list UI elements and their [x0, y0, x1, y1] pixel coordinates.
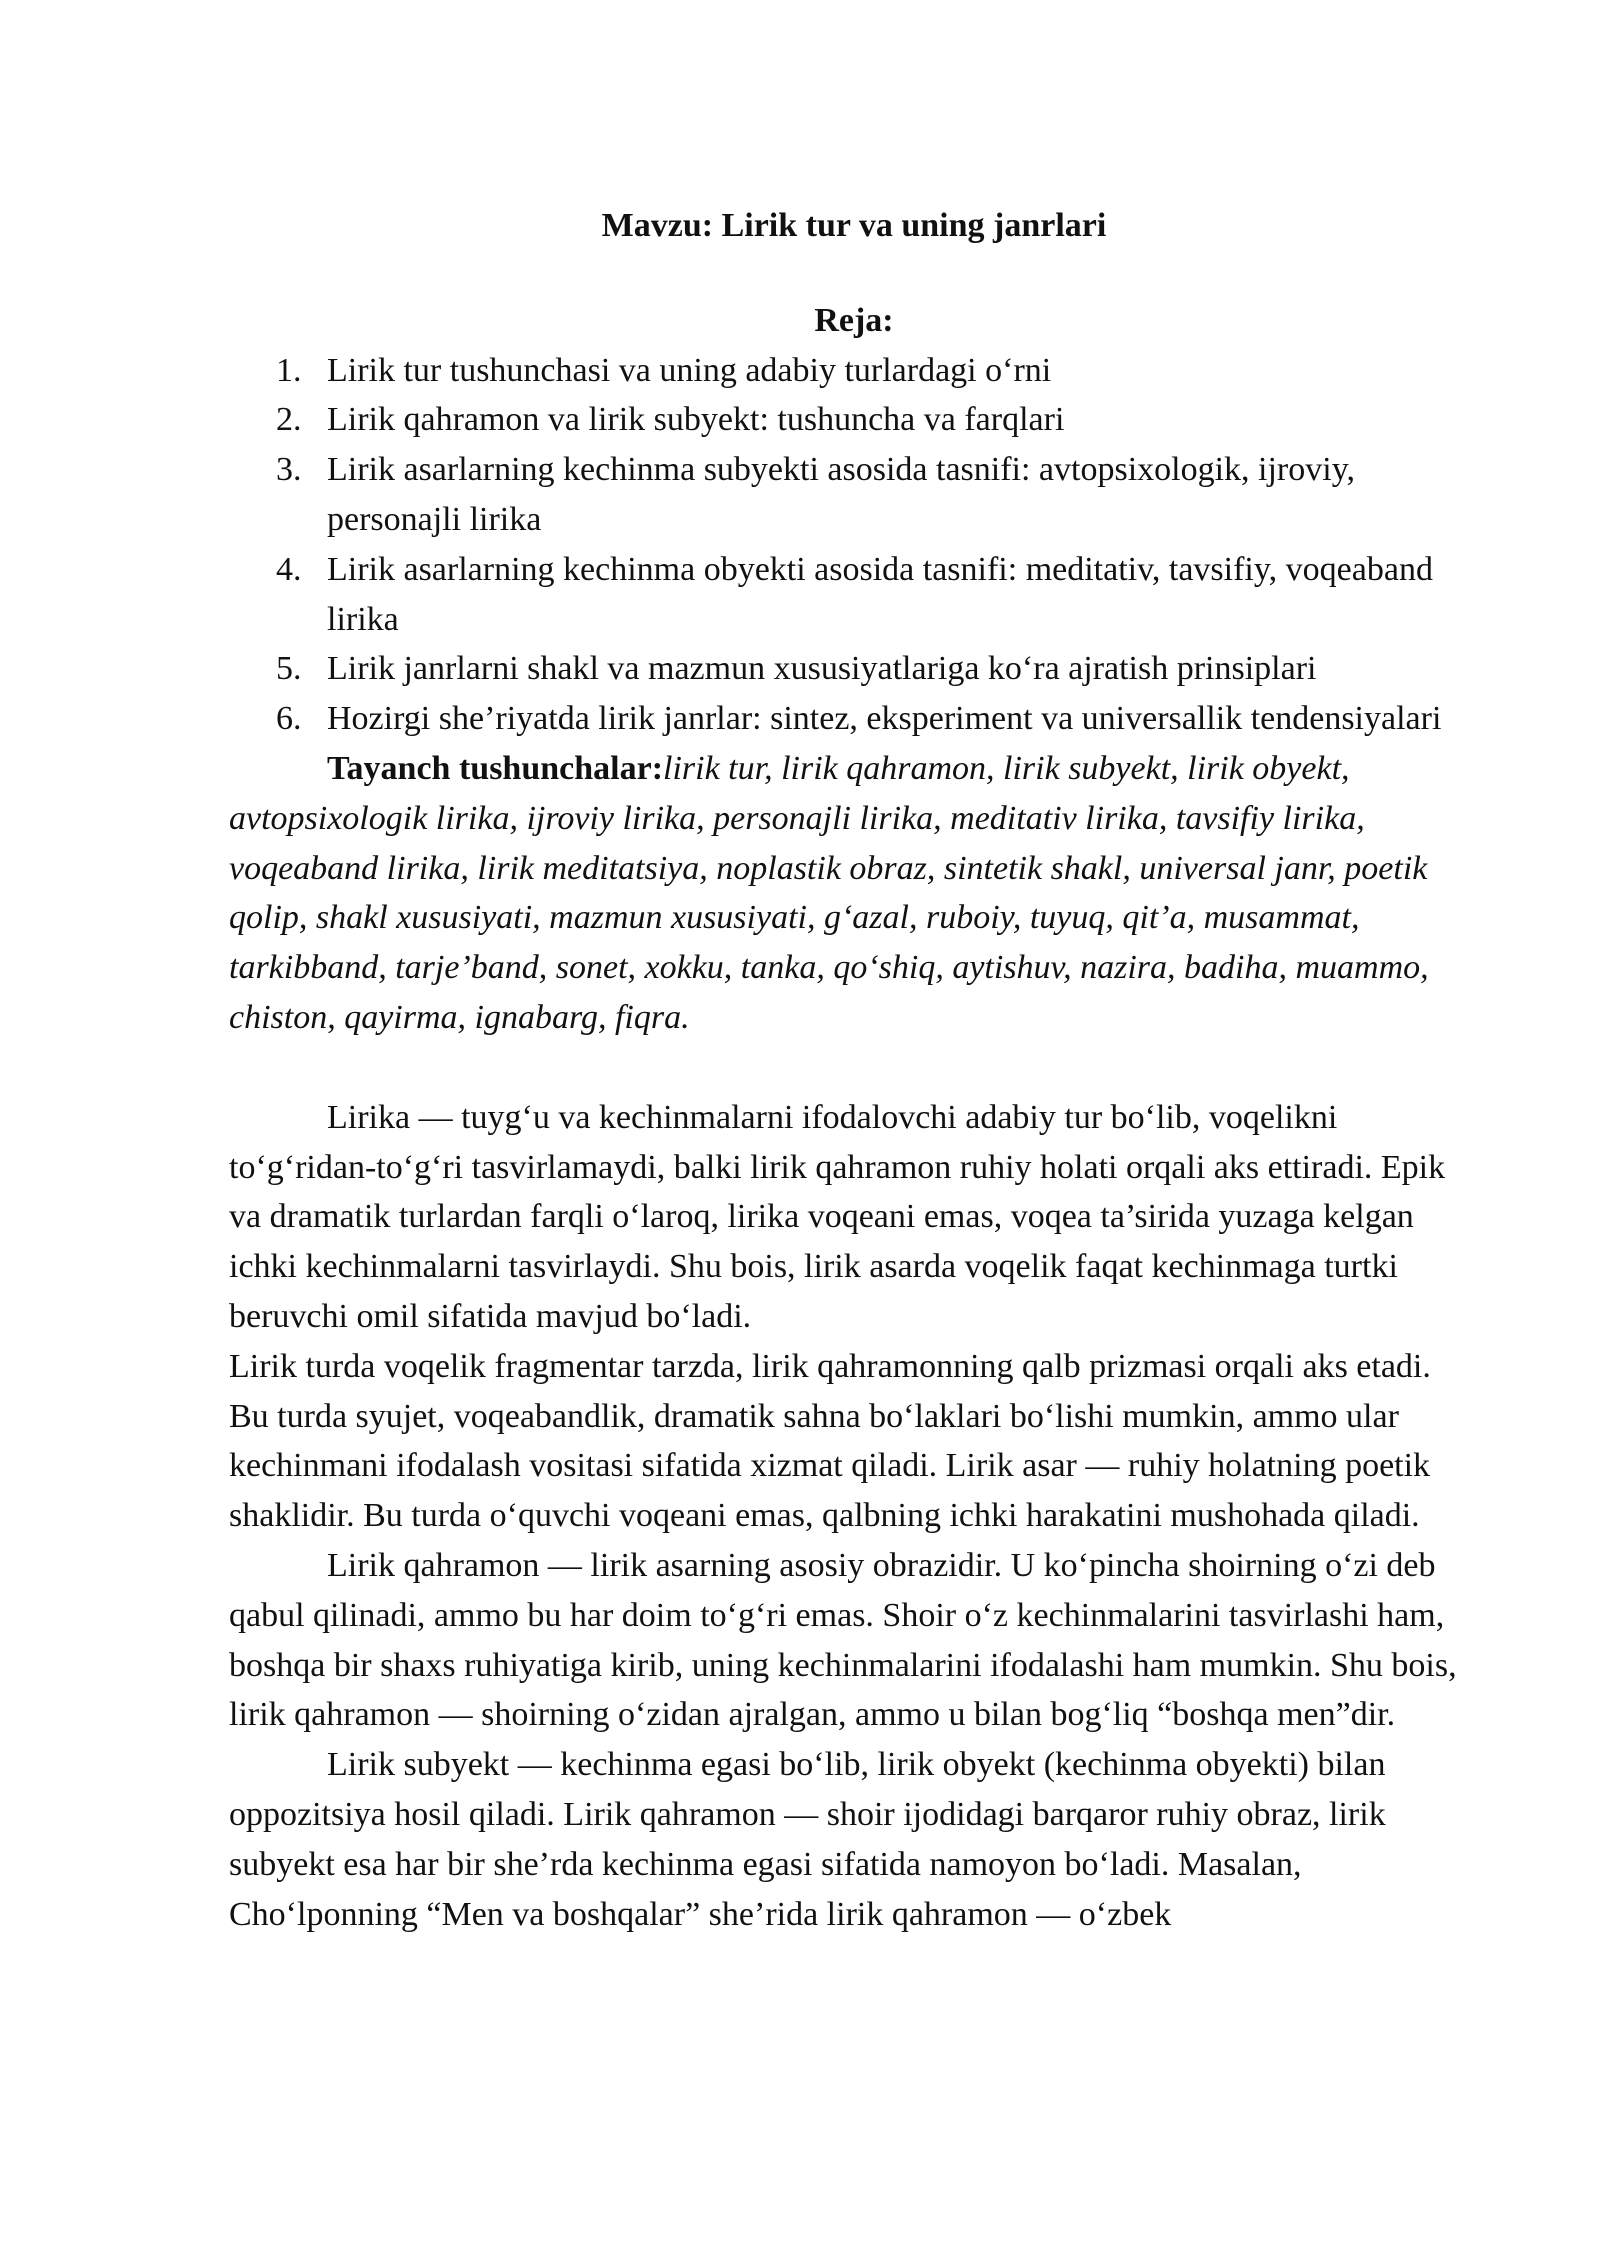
plan-item-number: 5. — [276, 650, 302, 688]
plan-item-text: Hozirgi she’riyatda lirik janrlar: sintez, eksperiment va universallik tendensiyalari — [327, 700, 1442, 738]
plan-item — [229, 395, 1479, 445]
body-paragraph: Lirik turda voqelik fragmentar tarzda, lirik qahramonning qalb prizmasi orqali aks etadi. Bu turda syujet, voqeabandlik, dramatik sahna bo‘laklari bo‘lishi mumkin, ammo ular kechinmani ifodalash vositasi sifatida xizmat qiladi. Lirik asar — ruhiy holatning poetik shaklidir. Bu turda o‘quvchi voqeani emas, qalbning ichki harakatini mushohada qiladi. — [229, 1347, 1431, 1535]
body-paragraph: Lirik qahramon — lirik asarning asosiy obrazidir. U ko‘pincha shoirning o‘zi deb qabul qilinadi, ammo bu har doim to‘g‘ri emas. Shoir o‘z kechinmalarini tasvirlashi ham, boshqa bir shaxs ruhiyatiga kirib, uning kechinmalarini ifodalashi ham mumkin. Shu bois, lirik qahramon — shoirning o‘zidan ajralgan, ammo u bilan bog‘liq “boshqa men”dir. — [229, 1546, 1457, 1734]
plan-item-text: Lirik janrlarni shakl va mazmun xususiyatlariga ko‘ra ajratish prinsiplari — [327, 650, 1317, 688]
plan-item-text: Lirik asarlarning kechinma obyekti asosida tasnifi: meditativ, tavsifiy, voqeaband lirika — [327, 550, 1433, 638]
paragraph-gap — [229, 1043, 1479, 1093]
plan-item-number: 3. — [276, 451, 302, 489]
plan-item — [229, 445, 1479, 545]
plan-heading: Reja: — [814, 301, 894, 339]
keywords-paragraph — [229, 744, 1479, 1043]
plan-list — [229, 346, 1479, 744]
plan-item-number: 1. — [276, 351, 302, 389]
plan-item — [229, 694, 1479, 744]
plan-item — [229, 545, 1479, 645]
plan-item-text: Lirik qahramon va lirik subyekt: tushuncha va farqlari — [327, 401, 1065, 439]
body-paragraph: Lirika — tuyg‘u va kechinmalarni ifodalovchi adabiy tur bo‘lib, voqelikni to‘g‘ridan-to‘g‘ri tasvirlamaydi, balki lirik qahramon ruhiy holati orqali aks ettiradi. Epik va dramatik turlardan farqli o‘laroq, lirika voqeani emas, voqea ta’sirida yuzaga kelgan ichki kechinmalarni tasvirlaydi. Shu bois, lirik asarda voqelik faqat kechinmaga turtki beruvchi omil sifatida mavjud bo‘ladi. — [229, 1098, 1446, 1335]
plan-item-text: Lirik asarlarning kechinma subyekti asosida tasnifi: avtopsixologik, ijroviy, personajli lirika — [327, 451, 1355, 538]
body-paragraph: Lirik subyekt — kechinma egasi bo‘lib, lirik obyekt (kechinma obyekti) bilan oppozitsiya hosil qiladi. Lirik qahramon — shoir ijodidagi barqaror ruhiy obraz, lirik subyekt esa har bir she’rda kechinma egasi sifatida namoyon bo‘ladi. Masalan, Cho‘lponning “Men va boshqalar” she’rida lirik qahramon — o‘zbek — [229, 1746, 1386, 1933]
plan-item — [229, 644, 1479, 694]
keywords-text: lirik tur, lirik qahramon, lirik subyekt, lirik obyekt, avtopsixologik lirika, ijroviy lirika, personajli lirika, meditativ lirika, tavsifiy lirika, voqeaband lirika, lirik meditatsiya, noplastik obraz, sintetik shakl, universal janr, poetik qolip, shakl xususiyati, mazmun xususiyati, g‘azal, ruboiy, tuyuq, qit’a, musammat, tarkibband, tarje’band, sonet, xokku, tanka, qo‘shiq, aytishuv, nazira, badiha, muammo, chiston, qayirma, ignabarg, fiqra. — [229, 749, 1429, 1036]
plan-item-number: 2. — [276, 401, 302, 439]
document-title: Mavzu: Lirik tur va uning janrlari — [601, 207, 1107, 244]
keywords-label: Tayanch tushunchalar: — [327, 749, 664, 787]
document-body — [229, 201, 1479, 1939]
plan-item-number: 6. — [276, 700, 302, 738]
plan-item-number: 4. — [276, 550, 302, 588]
plan-item — [229, 346, 1479, 396]
plan-item-text: Lirik tur tushunchasi va uning adabiy turlardagi o‘rni — [327, 351, 1052, 389]
